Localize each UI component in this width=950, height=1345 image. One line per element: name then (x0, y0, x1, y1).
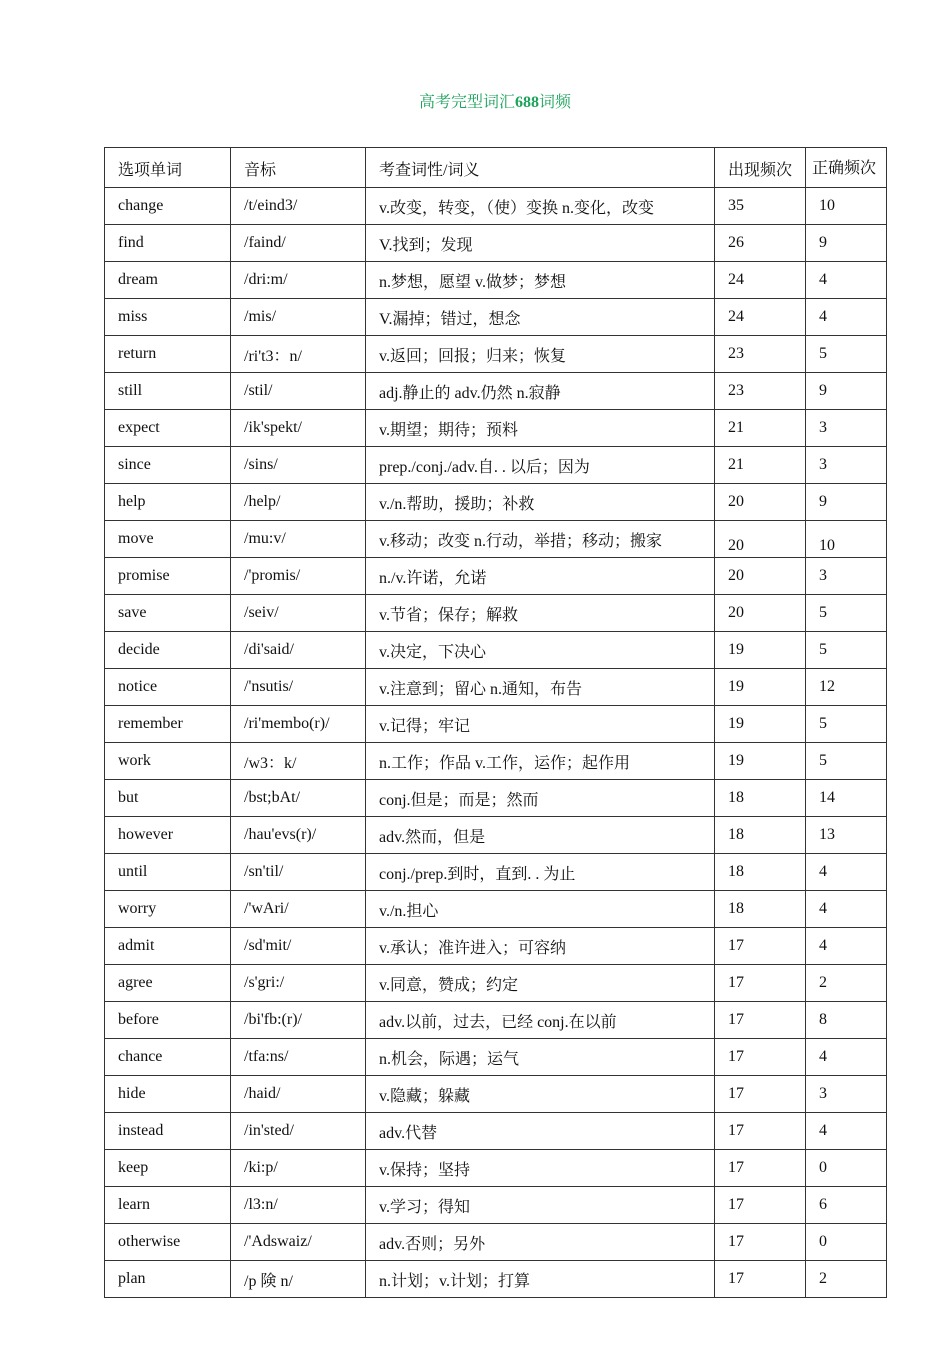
table-row (105, 188, 887, 225)
cell-frequency: 35 (715, 188, 806, 225)
cell-phonetic: /hau'evs(r)/ (231, 817, 366, 854)
cell-frequency: 20 (715, 521, 806, 558)
cell-frequency: 24 (715, 262, 806, 299)
cell-correct: 4 (806, 928, 887, 965)
cell-phonetic: /p 険 n/ (231, 1261, 366, 1298)
table-row (105, 262, 887, 299)
cell-correct: 4 (806, 891, 887, 928)
cell-phonetic: /sins/ (231, 447, 366, 484)
cell-correct: 14 (806, 780, 887, 817)
cell-word: admit (105, 928, 231, 965)
header-word: 选项单词 (105, 148, 231, 188)
cell-phonetic: /w3：k/ (231, 743, 366, 780)
cell-correct: 2 (806, 1261, 887, 1298)
cell-correct: 10 (806, 521, 887, 558)
header-frequency: 出现频次 (715, 148, 806, 188)
cell-phonetic: /di'said/ (231, 632, 366, 669)
header-correct-frequency: 正确频次 (806, 148, 887, 188)
title-prefix: 高考完型词汇 (418, 94, 515, 111)
cell-correct: 5 (806, 743, 887, 780)
cell-word: but (105, 780, 231, 817)
cell-frequency: 19 (715, 669, 806, 706)
table-row (105, 743, 887, 780)
cell-frequency: 18 (715, 780, 806, 817)
cell-meaning: n.梦想，愿望 v.做梦；梦想 (366, 262, 715, 299)
table-row (105, 1113, 887, 1150)
cell-word: move (105, 521, 231, 558)
table-row (105, 521, 887, 558)
cell-correct: 12 (806, 669, 887, 706)
cell-phonetic: /bi'fb:(r)/ (231, 1002, 366, 1039)
table-row (105, 336, 887, 373)
cell-phonetic: /t/eind3/ (231, 188, 366, 225)
cell-phonetic: /mis/ (231, 299, 366, 336)
cell-frequency: 17 (715, 1187, 806, 1224)
cell-correct: 3 (806, 410, 887, 447)
cell-phonetic: /stil/ (231, 373, 366, 410)
table-row (105, 891, 887, 928)
cell-frequency: 21 (715, 447, 806, 484)
cell-correct: 4 (806, 1113, 887, 1150)
cell-frequency: 18 (715, 854, 806, 891)
cell-frequency: 20 (715, 558, 806, 595)
header-meaning: 考查词性/词义 (366, 148, 715, 188)
cell-word: agree (105, 965, 231, 1002)
cell-meaning: v.保持；坚持 (366, 1150, 715, 1187)
cell-meaning: adv.代替 (366, 1113, 715, 1150)
table-row (105, 632, 887, 669)
cell-frequency: 19 (715, 743, 806, 780)
table-row (105, 1002, 887, 1039)
cell-word: notice (105, 669, 231, 706)
cell-meaning: n./v.许诺，允诺 (366, 558, 715, 595)
cell-correct: 4 (806, 299, 887, 336)
table-row (105, 780, 887, 817)
table-row (105, 1076, 887, 1113)
cell-frequency: 17 (715, 928, 806, 965)
table-row (105, 965, 887, 1002)
cell-correct: 3 (806, 1076, 887, 1113)
cell-correct: 5 (806, 706, 887, 743)
cell-word: dream (105, 262, 231, 299)
cell-correct: 9 (806, 225, 887, 262)
cell-meaning: v.决定，下决心 (366, 632, 715, 669)
cell-word: change (105, 188, 231, 225)
cell-word: otherwise (105, 1224, 231, 1261)
cell-correct: 5 (806, 595, 887, 632)
cell-frequency: 23 (715, 336, 806, 373)
cell-correct: 9 (806, 373, 887, 410)
cell-phonetic: /'promis/ (231, 558, 366, 595)
cell-meaning: adv.以前，过去，已经 conj.在以前 (366, 1002, 715, 1039)
cell-phonetic: /ri'membo(r)/ (231, 706, 366, 743)
cell-phonetic: /help/ (231, 484, 366, 521)
cell-meaning: prep./conj./adv.自. . 以后；因为 (366, 447, 715, 484)
title-number: 688 (515, 94, 539, 111)
cell-meaning: n.机会，际遇；运气 (366, 1039, 715, 1076)
cell-word: keep (105, 1150, 231, 1187)
table-row (105, 410, 887, 447)
cell-correct: 3 (806, 558, 887, 595)
cell-phonetic: /haid/ (231, 1076, 366, 1113)
cell-correct: 0 (806, 1150, 887, 1187)
cell-word: remember (105, 706, 231, 743)
cell-frequency: 17 (715, 1113, 806, 1150)
cell-phonetic: /'nsutis/ (231, 669, 366, 706)
cell-word: work (105, 743, 231, 780)
cell-frequency: 17 (715, 1150, 806, 1187)
cell-frequency: 21 (715, 410, 806, 447)
cell-frequency: 18 (715, 817, 806, 854)
table-row (105, 854, 887, 891)
cell-frequency: 18 (715, 891, 806, 928)
cell-word: since (105, 447, 231, 484)
table-row (105, 1187, 887, 1224)
cell-correct: 4 (806, 854, 887, 891)
cell-word: before (105, 1002, 231, 1039)
cell-phonetic: /ik'spekt/ (231, 410, 366, 447)
table-row (105, 1224, 887, 1261)
cell-word: plan (105, 1261, 231, 1298)
table-row (105, 706, 887, 743)
cell-correct: 3 (806, 447, 887, 484)
cell-word: until (105, 854, 231, 891)
cell-meaning: conj./prep.到时，直到. . 为止 (366, 854, 715, 891)
cell-phonetic: /seiv/ (231, 595, 366, 632)
table-row (105, 669, 887, 706)
cell-word: find (105, 225, 231, 262)
vocabulary-table (104, 147, 887, 1298)
table-row (105, 225, 887, 262)
table-row (105, 928, 887, 965)
cell-meaning: v.移动；改变 n.行动，举措；移动；搬家 (366, 521, 715, 558)
cell-meaning: adj.静止的 adv.仍然 n.寂静 (366, 373, 715, 410)
cell-frequency: 17 (715, 1002, 806, 1039)
table-row (105, 1039, 887, 1076)
cell-phonetic: /s'gri:/ (231, 965, 366, 1002)
table-row (105, 299, 887, 336)
cell-phonetic: /tfa:ns/ (231, 1039, 366, 1076)
cell-correct: 13 (806, 817, 887, 854)
cell-correct: 9 (806, 484, 887, 521)
cell-word: still (105, 373, 231, 410)
cell-correct: 0 (806, 1224, 887, 1261)
cell-word: worry (105, 891, 231, 928)
cell-meaning: v.返回；回报；归来；恢复 (366, 336, 715, 373)
table-body (105, 188, 887, 1298)
cell-meaning: v.改变，转变，（使）变换 n.变化，改变 (366, 188, 715, 225)
cell-phonetic: /sn'til/ (231, 854, 366, 891)
cell-phonetic: /sd'mit/ (231, 928, 366, 965)
cell-word: however (105, 817, 231, 854)
cell-frequency: 20 (715, 484, 806, 521)
cell-word: expect (105, 410, 231, 447)
cell-word: learn (105, 1187, 231, 1224)
cell-correct: 4 (806, 262, 887, 299)
cell-word: promise (105, 558, 231, 595)
cell-meaning: v.隐藏；躲藏 (366, 1076, 715, 1113)
cell-meaning: v.注意到；留心 n.通知，布告 (366, 669, 715, 706)
table-row (105, 817, 887, 854)
cell-word: return (105, 336, 231, 373)
table-row (105, 484, 887, 521)
table-row (105, 1261, 887, 1298)
cell-frequency: 20 (715, 595, 806, 632)
cell-phonetic: /l3:n/ (231, 1187, 366, 1224)
cell-word: hide (105, 1076, 231, 1113)
table-row (105, 373, 887, 410)
cell-meaning: v.同意，赞成；约定 (366, 965, 715, 1002)
cell-meaning: v./n.帮助，援助；补救 (366, 484, 715, 521)
cell-frequency: 17 (715, 1076, 806, 1113)
cell-meaning: V.漏掉；错过，想念 (366, 299, 715, 336)
cell-meaning: adv.然而，但是 (366, 817, 715, 854)
cell-phonetic: /bst;bAt/ (231, 780, 366, 817)
cell-meaning: v.承认；准许进入；可容纳 (366, 928, 715, 965)
table-header-row (105, 148, 887, 188)
cell-word: miss (105, 299, 231, 336)
cell-meaning: n.工作；作品 v.工作，运作；起作用 (366, 743, 715, 780)
cell-word: help (105, 484, 231, 521)
cell-correct: 5 (806, 336, 887, 373)
cell-frequency: 17 (715, 965, 806, 1002)
cell-frequency: 24 (715, 299, 806, 336)
cell-frequency: 23 (715, 373, 806, 410)
cell-frequency: 17 (715, 1261, 806, 1298)
cell-meaning: adv.否则；另外 (366, 1224, 715, 1261)
cell-word: decide (105, 632, 231, 669)
table-row (105, 447, 887, 484)
cell-phonetic: /dri:m/ (231, 262, 366, 299)
cell-phonetic: /'Adswaiz/ (231, 1224, 366, 1261)
cell-word: instead (105, 1113, 231, 1150)
cell-phonetic: /mu:v/ (231, 521, 366, 558)
cell-correct: 6 (806, 1187, 887, 1224)
cell-frequency: 26 (715, 225, 806, 262)
page-title (0, 89, 950, 112)
cell-meaning: n.计划；v.计划；打算 (366, 1261, 715, 1298)
cell-correct: 8 (806, 1002, 887, 1039)
cell-meaning: conj.但是；而是；然而 (366, 780, 715, 817)
cell-word: chance (105, 1039, 231, 1076)
cell-meaning: v.学习；得知 (366, 1187, 715, 1224)
cell-frequency: 19 (715, 632, 806, 669)
cell-phonetic: /ki:p/ (231, 1150, 366, 1187)
cell-frequency: 19 (715, 706, 806, 743)
cell-phonetic: /ri't3：n/ (231, 336, 366, 373)
cell-correct: 4 (806, 1039, 887, 1076)
cell-phonetic: /in'sted/ (231, 1113, 366, 1150)
cell-correct: 5 (806, 632, 887, 669)
cell-meaning: v.节省；保存；解救 (366, 595, 715, 632)
header-phonetic: 音标 (231, 148, 366, 188)
title-suffix: 词频 (539, 94, 572, 111)
cell-phonetic: /faind/ (231, 225, 366, 262)
cell-meaning: v.记得；牢记 (366, 706, 715, 743)
cell-meaning: v.期望；期待；预料 (366, 410, 715, 447)
cell-meaning: v./n.担心 (366, 891, 715, 928)
cell-correct: 10 (806, 188, 887, 225)
cell-phonetic: /'wAri/ (231, 891, 366, 928)
table-row (105, 558, 887, 595)
cell-meaning: V.找到；发现 (366, 225, 715, 262)
cell-word: save (105, 595, 231, 632)
cell-frequency: 17 (715, 1224, 806, 1261)
table-row (105, 595, 887, 632)
table-row (105, 1150, 887, 1187)
cell-frequency: 17 (715, 1039, 806, 1076)
cell-correct: 2 (806, 965, 887, 1002)
